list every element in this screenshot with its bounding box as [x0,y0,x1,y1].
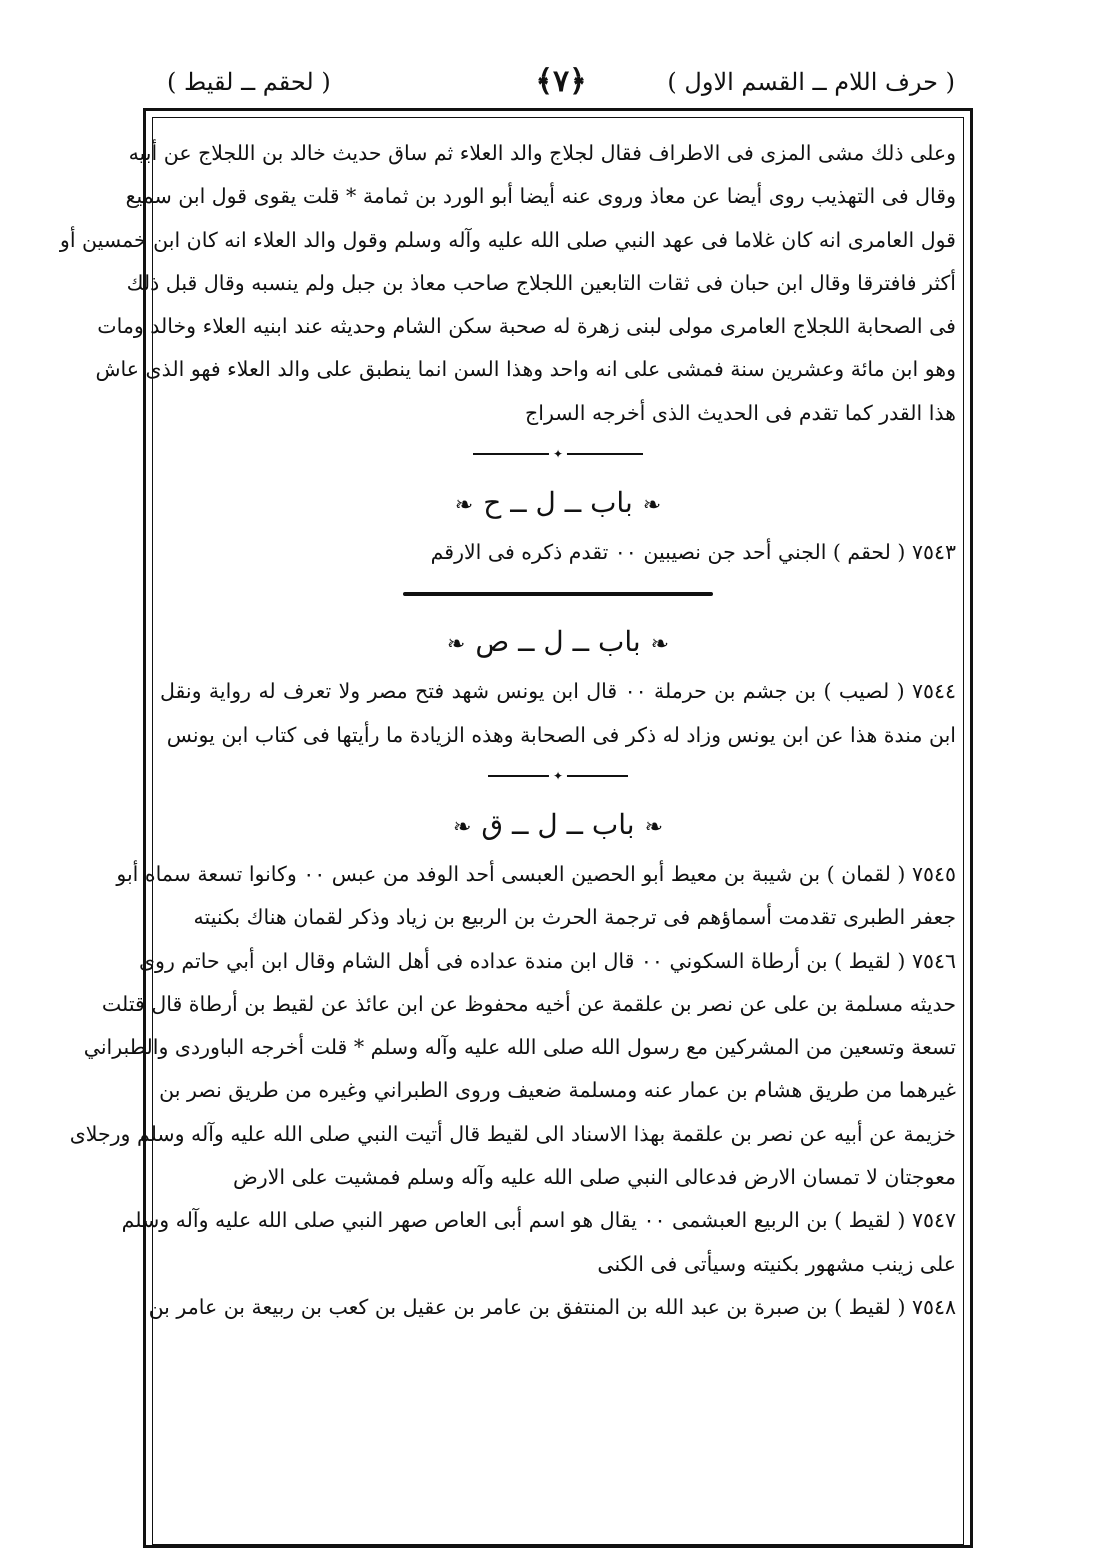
fleuron-icon: ❧ [644,814,664,840]
text-line: ٧٥٤٨ ( لقيط ) بن صبرة بن عبد الله بن المنتفق بن عامر بن عقيل بن كعب بن ربيعة بن عامر بن [148,1294,956,1319]
fleuron-icon: ❧ [642,493,662,519]
page-body [59,132,956,1329]
fleuron-icon: ❧ [454,493,474,519]
text-line: على زينب مشهور بكنيته وسيأتى فى الكنى [597,1251,956,1276]
text-line: حديثه مسلمة بن على عن نصر بن علقمة عن أخيه محفوظ عن ابن عائذ عن لقيط بن أرطاة قال قتلت [101,991,956,1016]
section-divider-ornament [160,435,956,475]
intro-paragraph [59,132,956,435]
section-title: باب ــ ل ــ ح [483,486,633,520]
fleuron-icon: ❧ [446,632,466,658]
text-line: غيرهما من طريق هشام بن عمار عنه ومسلمة ضعيف وروى الطبراني وغيره من طريق نصر بن [159,1078,956,1103]
text-line: تسعة وتسعين من المشركين مع رسول الله صلى الله عليه وآله وسلم * قلت أخرجه الباوردى والطبراني [83,1035,956,1060]
text-line: ٧٥٤٦ ( لقيط ) بن أرطاة السكوني ٠٠ قال ابن مندة عداده فى أهل الشام وقال ابن أبي حاتم روى [139,948,956,973]
entry-7543 [160,531,956,574]
section-title: باب ــ ل ــ ق [481,807,635,841]
entry-7547 [121,1199,956,1286]
section-heading-lam-sad [160,614,956,670]
divider-rule [403,592,713,596]
section-divider-ornament [160,757,956,797]
text-line: فى الصحابة اللجلاج العامرى مولى لبنى زهرة له صحبة سكن الشام وحديثه عند ابنيه العلاء وخالد ومات [97,314,956,339]
text-line: خزيمة عن أبيه عن نصر بن علقمة بهذا الاسناد الى لقيط قال أتيت النبي صلى الله عليه وآله وسلم ورجلاى [69,1121,956,1146]
text-line: ابن مندة هذا عن ابن يونس وزاد له ذكر فى الصحابة وهذه الزيادة ما رأيتها فى كتاب ابن يونس [166,722,956,747]
header-entry-range: ( لحقم ــ لقيط ) [167,68,331,96]
text-line: جعفر الطبرى تقدمت أسماؤهم فى ترجمة الحرث بن الربيع بن زياد وذكر لقمان هناك بكنيته [193,905,956,930]
text-line: معوجتان لا تمسان الارض فدعالى النبي صلى الله عليه وآله وسلم فمشيت على الارض [233,1165,956,1190]
text-line: هذا القدر كما تقدم فى الحديث الذى أخرجه السراج [525,400,956,425]
text-line: أكثر فافترقا وقال ابن حبان فى ثقات التابعين اللجلاج صاحب معاذ بن جبل ولم ينسبه وقال قبل ذلك [126,270,956,295]
fleuron-icon: ❧ [452,814,472,840]
section-heading-lam-ha [160,475,956,531]
entry-7548 [148,1286,956,1329]
entry-7546 [69,940,956,1200]
text-line: قول العامرى انه كان غلاما فى عهد النبي صلى الله عليه وآله وسلم وقول والد العلاء انه كان ابن خمسين أو [59,227,956,252]
section-heading-lam-qaf [160,797,956,853]
page-number: ﴿٧﴾ [535,64,587,99]
entry-7544 [160,670,956,757]
divider-knot-icon: ✦ [549,448,567,460]
text-line: وعلى ذلك مشى المزى فى الاطراف فقال لجلاج والد العلاء ثم ساق حديث خالد بن اللجلاج عن أبيه [128,141,956,165]
text-line: ٧٥٤٥ ( لقمان ) بن شيبة بن معيط أبو الحصين العبسى أحد الوفد من عبس ٠٠ وكانوا تسعة سماه أبو [116,861,956,886]
text-line: وهو ابن مائة وعشرين سنة فمشى على انه واحد وهذا السن انما ينطبق على والد العلاء فهو الذى عاش [95,357,956,382]
section-title: باب ــ ل ــ ص [475,625,641,659]
fleuron-icon: ❧ [650,632,670,658]
header-chapter-title: ( حرف اللام ــ القسم الاول ) [667,68,955,96]
text-line: وقال فى التهذيب روى أيضا عن معاذ وروى عنه أيضا أبو الورد بن ثمامة * قلت يقوى قول ابن سميع [125,184,956,209]
page-header [155,60,967,108]
entry-7545 [116,853,956,940]
text-line: ٧٥٤٧ ( لقيط ) بن الربيع العبشمى ٠٠ يقال هو اسم أبى العاص صهر النبي صلى الله عليه وآله وسلم [121,1208,956,1233]
section-divider-bar [160,574,956,614]
text-line: ٧٥٤٣ ( لحقم ) الجني أحد جن نصيبين ٠٠ تقدم ذكره فى الارقم [430,540,956,565]
text-line: ٧٥٤٤ ( لصيب ) بن جشم بن حرملة ٠٠ قال ابن يونس شهد فتح مصر ولا تعرف له رواية ونقل [160,679,956,704]
divider-knot-icon: ✦ [549,770,567,782]
